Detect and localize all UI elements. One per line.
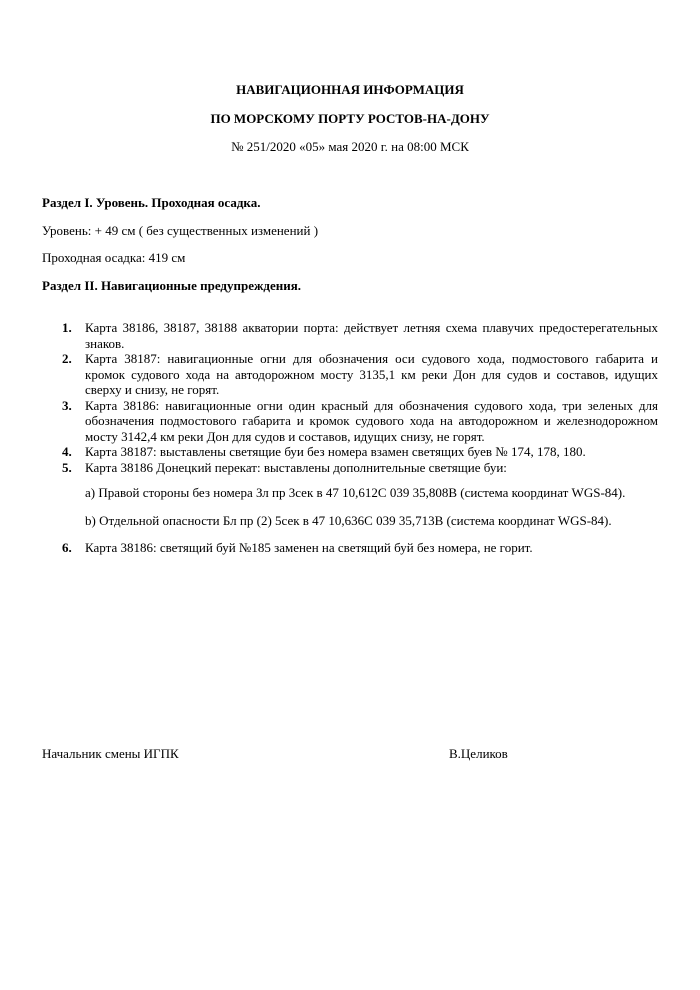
list-item xyxy=(42,460,658,529)
buoy-subitem-a: а) Правой стороны без номера Зл пр 3сек в 47 10,612С 039 35,808В (система координат WGS-84). xyxy=(85,485,626,500)
item-text: Карта 38186 Донецкий перекат: выставлены дополнительные светящие буи: xyxy=(85,459,507,475)
list-item xyxy=(42,540,658,556)
item-text: Карта 38187: навигационные огни для обозначения оси судового хода, подмостового габарита и кромок судового хода на автодорожном мосту 3135,1 км реки Дон для судов и составов, идущих сверху и снизу, не горят. xyxy=(85,351,658,397)
item-text: Карта 38186, 38187, 38188 акватории порта: действует летняя схема плавучих предостерегательных знаков. xyxy=(85,320,658,351)
navigation-warnings-list xyxy=(42,320,658,556)
section-1-heading: Раздел I. Уровень. Проходная осадка. xyxy=(42,195,261,210)
water-level-line: Уровень: + 49 см ( без существенных изменений ) xyxy=(42,223,319,238)
draft-line: Проходная осадка: 419 см xyxy=(42,250,186,265)
section-2-heading: Раздел II. Навигационные предупреждения. xyxy=(42,278,302,293)
list-item xyxy=(42,351,658,398)
item-number: 5. xyxy=(62,459,72,475)
issue-number-date: № 251/2020 «05» мая 2020 г. на 08:00 МСК xyxy=(231,139,469,154)
item-number: 3. xyxy=(62,397,72,413)
document-title-line-1: НАВИГАЦИОННАЯ ИНФОРМАЦИЯ xyxy=(236,82,464,97)
item-number: 6. xyxy=(62,540,72,555)
signature-position: Начальник смены ИГПК xyxy=(42,746,179,761)
item-text: Карта 38186: светящий буй №185 заменен на светящий буй без номера, не горит. xyxy=(85,540,533,555)
item-number: 4. xyxy=(62,444,72,459)
item-text: Карта 38187: выставлены светящие буи без номера взамен светящих буев № 174, 178, 180. xyxy=(85,444,586,459)
document-title-line-2: ПО МОРСКОМУ ПОРТУ РОСТОВ-НА-ДОНУ xyxy=(210,111,490,126)
item-text: Карта 38186: навигационные огни один красный для обозначения судового хода, три зеленых для обозначения подмостового габарита и кромок судового хода на автодорожном и железнодорожном мосту 3142,4 км реки Дон для судов и составов, идущих снизу, не горят. xyxy=(85,397,658,444)
item-number: 2. xyxy=(62,351,72,366)
item-number: 1. xyxy=(62,320,72,335)
list-item xyxy=(42,398,658,445)
buoy-subitem-b: b) Отдельной опасности Бл пр (2) 5сек в 47 10,636С 039 35,713В (система координат WGS-84). xyxy=(85,512,612,528)
list-item xyxy=(42,320,658,351)
signature-name: В.Целиков xyxy=(449,746,508,761)
list-item xyxy=(42,444,658,460)
